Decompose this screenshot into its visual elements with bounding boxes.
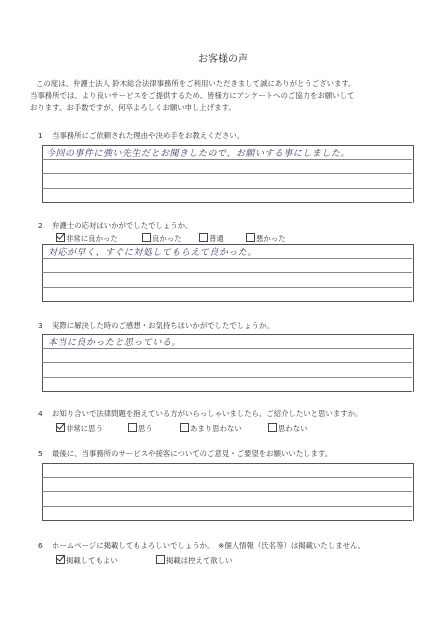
intro-line-1: この度は、弁護士法人 鈴木総合法律事務所をご利用いただきまして誠にありがとうございます。 xyxy=(36,79,356,88)
intro-line-2: 当事務所では、より良いサービスをご提供するため、皆様方にアンケートへのご協力をお願いして xyxy=(30,91,355,100)
answer-line xyxy=(42,272,412,273)
option-allow-publish[interactable]: 掲載してもよい xyxy=(56,555,118,566)
question-3 xyxy=(38,320,274,331)
question-number: 3 xyxy=(38,321,43,330)
answer-box xyxy=(42,463,414,521)
option-very-good[interactable]: 非常に良かった xyxy=(56,233,118,244)
answer-line xyxy=(42,301,412,302)
answer-line xyxy=(42,202,412,203)
option-good[interactable]: 良かった xyxy=(142,233,182,244)
question-number: 5 xyxy=(38,449,43,458)
option-not-much[interactable]: あまり思わない xyxy=(180,423,242,434)
question-number: 2 xyxy=(38,221,43,230)
page-title: お客様の声 xyxy=(198,54,248,65)
question-text: 当事務所にご依頼された理由や決め手をお教えください。 xyxy=(52,131,245,140)
checkbox[interactable] xyxy=(180,423,189,432)
answer-line xyxy=(42,348,412,349)
checkbox[interactable] xyxy=(142,233,151,242)
handwritten-answer: 対応が早く、すぐに対処してもらえて良かった。 xyxy=(48,248,257,258)
checkbox[interactable] xyxy=(268,423,277,432)
option-normal[interactable]: 普通 xyxy=(199,233,224,244)
question-5 xyxy=(38,448,332,459)
question-text: 弁護士の応対はいかがでしたでしょうか。 xyxy=(52,221,193,230)
checkbox-checked[interactable] xyxy=(56,233,65,242)
option-not-think[interactable]: 思わない xyxy=(268,423,308,434)
answer-line xyxy=(42,258,412,259)
question-6 xyxy=(38,540,365,551)
option-strongly-think[interactable]: 非常に思う xyxy=(56,423,103,434)
checkbox[interactable] xyxy=(199,233,208,242)
question-text: ホームページに掲載してもよろしいでしょうか。 ※個人情報（氏名等）は掲載いたしません。 xyxy=(52,541,366,550)
checkbox-checked[interactable] xyxy=(56,423,65,432)
question-1 xyxy=(38,130,244,141)
question-text: 最後に、当事務所のサービスや接客についてのご意見・ご要望をお願いいたします。 xyxy=(52,449,333,458)
answer-line xyxy=(42,173,412,174)
option-think[interactable]: 思う xyxy=(128,423,153,434)
question-number: 1 xyxy=(38,131,43,140)
question-text: お知り合いで法律問題を抱えている方がいらっしゃいましたら、ご紹介したいと思いますか。 xyxy=(52,409,363,418)
checkbox[interactable] xyxy=(156,555,165,564)
answer-line xyxy=(42,362,412,363)
question-number: 6 xyxy=(38,541,43,550)
option-decline-publish[interactable]: 掲載は控えて欲しい xyxy=(156,555,233,566)
answer-line xyxy=(42,477,412,478)
answer-line xyxy=(42,520,412,521)
answer-line xyxy=(42,377,412,378)
intro-line-3: おります。お手数ですが、何卒よろしくお願い申し上げます。 xyxy=(30,103,236,112)
checkbox-checked[interactable] xyxy=(56,555,65,564)
question-text: 実際に解決した時のご感想・お気持ちはいかがでしたでしょうか。 xyxy=(52,321,274,330)
handwritten-answer: 本当に良かったと思っている。 xyxy=(48,338,182,348)
answer-line xyxy=(42,188,412,189)
answer-line xyxy=(42,506,412,507)
answer-line xyxy=(42,287,412,288)
checkbox[interactable] xyxy=(128,423,137,432)
option-bad[interactable]: 悪かった xyxy=(246,233,286,244)
answer-line xyxy=(42,159,412,160)
question-4 xyxy=(38,408,362,419)
checkbox[interactable] xyxy=(246,233,255,242)
handwritten-answer: 今回の事件に強い先生だとお聞きしたので、お願いする事にしました。 xyxy=(46,149,350,159)
question-number: 4 xyxy=(38,409,43,418)
answer-line xyxy=(42,391,412,392)
answer-line xyxy=(42,491,412,492)
